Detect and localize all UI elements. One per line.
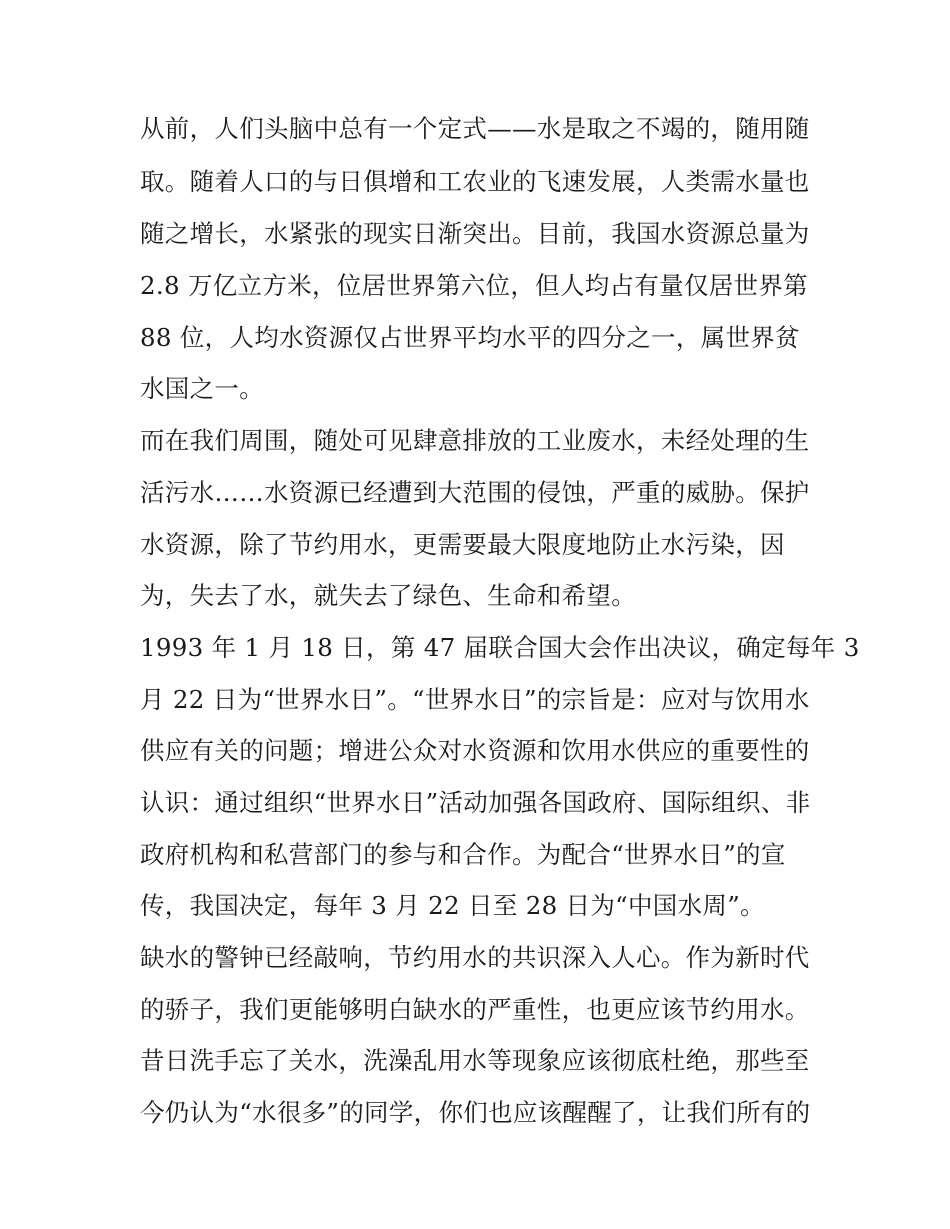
text-line: 活污水……水资源已经遭到大范围的侵蚀，严重的威胁。保护 xyxy=(140,478,810,507)
text-line: 水资源，除了节约用水，更需要最大限度地防止水污染，因 xyxy=(140,530,785,559)
text-line: 的骄子，我们更能够明白缺水的严重性，也更应该节约用水。 xyxy=(140,995,810,1024)
text-line: 传，我国决定，每年 3 月 22 日至 28 日为“中国水周”。 xyxy=(140,891,765,920)
text-line: 认识：通过组织“世界水日”活动加强各国政府、国际组织、非 xyxy=(140,788,811,817)
text-line: 从前，人们头脑中总有一个定式——水是取之不竭的，随用随 xyxy=(140,114,810,143)
text-line: 为，失去了水，就失去了绿色、生命和希望。 xyxy=(140,581,636,610)
text-line: 随之增长，水紧张的现实日渐突出。目前，我国水资源总量为 xyxy=(140,219,810,248)
text-line: 88 位，人均水资源仅占世界平均水平的四分之一，属世界贫 xyxy=(140,323,800,352)
text-line: 2.8 万亿立方米，位居世界第六位，但人均占有量仅居世界第 xyxy=(140,271,808,300)
text-line: 政府机构和私营部门的参与和合作。为配合“世界水日”的宣 xyxy=(140,840,786,869)
text-line: 月 22 日为“世界水日”。“世界水日”的宗旨是：应对与饮用水 xyxy=(140,685,810,714)
text-line: 而在我们周围，随处可见肆意排放的工业废水，未经处理的生 xyxy=(140,426,810,455)
text-line: 取。随着人口的与日俱增和工农业的飞速发展，人类需水量也 xyxy=(140,167,810,196)
text-line: 缺水的警钟已经敲响，节约用水的共识深入人心。作为新时代 xyxy=(140,943,810,972)
text-line: 今仍认为“水很多”的同学，你们也应该醒醒了，让我们所有的 xyxy=(140,1098,811,1127)
text-line: 昔日洗手忘了关水，洗澡乱用水等现象应该彻底杜绝，那些至 xyxy=(140,1046,810,1075)
text-line: 供应有关的问题；增进公众对水资源和饮用水供应的重要性的 xyxy=(140,736,810,765)
text-line: 1993 年 1 月 18 日，第 47 届联合国大会作出决议，确定每年 3 xyxy=(140,633,860,662)
text-line: 水国之一。 xyxy=(140,374,264,403)
